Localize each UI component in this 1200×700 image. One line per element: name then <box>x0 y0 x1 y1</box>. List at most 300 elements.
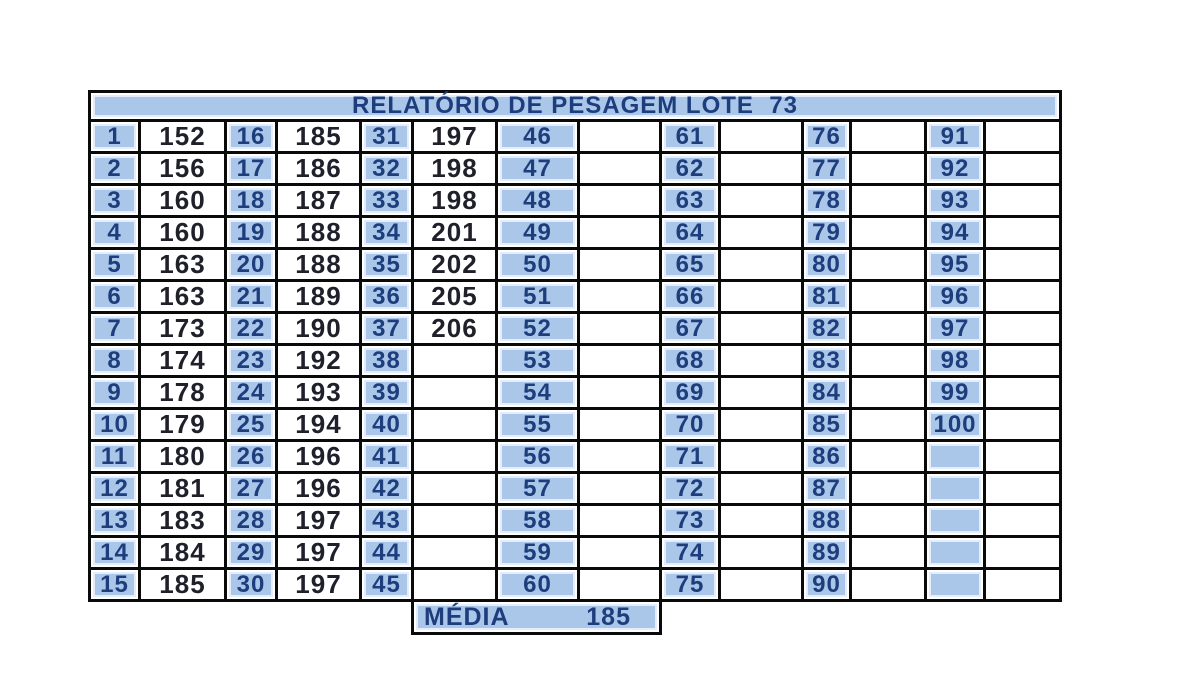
value-cell <box>579 569 661 601</box>
index-cell <box>90 377 140 409</box>
value-cell: 197 <box>277 537 361 569</box>
index-cell-number: 45 <box>364 572 409 597</box>
index-cell <box>803 505 851 537</box>
value-cell: 156 <box>140 153 226 185</box>
value-cell: 188 <box>277 217 361 249</box>
index-cell-number: 17 <box>229 156 273 181</box>
index-cell-number: 89 <box>806 540 847 565</box>
index-cell-number: 42 <box>364 476 409 501</box>
index-cell-number: 16 <box>229 124 273 149</box>
index-cell-number: 62 <box>664 156 716 181</box>
index-cell-number: 2 <box>93 156 136 181</box>
index-cell-number: 59 <box>500 540 575 565</box>
media-right-spacer <box>661 601 1061 634</box>
index-cell-number: 23 <box>229 348 273 373</box>
index-cell-number: 66 <box>664 284 716 309</box>
index-cell-number: 71 <box>664 444 716 469</box>
media-chip <box>416 604 657 630</box>
index-cell-number: 43 <box>364 508 409 533</box>
value-cell <box>985 121 1061 153</box>
index-cell <box>497 345 579 377</box>
index-cell <box>926 249 985 281</box>
value-cell: 160 <box>140 185 226 217</box>
value-cell: 192 <box>277 345 361 377</box>
index-cell <box>803 409 851 441</box>
index-cell <box>361 185 413 217</box>
index-cell <box>226 313 277 345</box>
value-cell <box>413 377 497 409</box>
index-cell-number: 82 <box>806 316 847 341</box>
table-row <box>90 473 1061 505</box>
value-cell <box>579 281 661 313</box>
index-cell <box>226 409 277 441</box>
value-cell <box>720 185 803 217</box>
index-cell-number: 36 <box>364 284 409 309</box>
index-cell-number: 14 <box>93 540 136 565</box>
media-row <box>90 601 1061 634</box>
value-cell <box>720 249 803 281</box>
index-cell-number: 3 <box>93 188 136 213</box>
value-cell <box>720 345 803 377</box>
value-cell <box>579 505 661 537</box>
value-cell <box>985 441 1061 473</box>
index-cell <box>803 217 851 249</box>
value-cell <box>851 505 926 537</box>
value-cell <box>413 569 497 601</box>
index-cell-number: 32 <box>364 156 409 181</box>
value-cell <box>413 345 497 377</box>
value-cell <box>720 569 803 601</box>
value-cell <box>413 409 497 441</box>
value-cell <box>851 249 926 281</box>
value-cell: 198 <box>413 185 497 217</box>
index-cell <box>361 345 413 377</box>
index-cell <box>803 121 851 153</box>
index-cell <box>661 473 720 505</box>
index-cell <box>803 377 851 409</box>
index-cell-number: 49 <box>500 220 575 245</box>
index-cell-number: 94 <box>929 220 981 245</box>
index-cell-number: 69 <box>664 380 716 405</box>
index-cell-number: 51 <box>500 284 575 309</box>
index-cell <box>226 377 277 409</box>
index-cell-number: 13 <box>93 508 136 533</box>
index-cell-number: 55 <box>500 412 575 437</box>
value-cell: 193 <box>277 377 361 409</box>
table-row <box>90 185 1061 217</box>
value-cell <box>579 153 661 185</box>
index-cell <box>661 185 720 217</box>
table-row <box>90 153 1061 185</box>
index-cell-number: 56 <box>500 444 575 469</box>
value-cell <box>720 217 803 249</box>
index-cell-number: 6 <box>93 284 136 309</box>
index-cell-number: 39 <box>364 380 409 405</box>
index-cell <box>361 441 413 473</box>
index-cell <box>90 281 140 313</box>
table-row <box>90 409 1061 441</box>
index-cell-number: 15 <box>93 572 136 597</box>
index-cell-number: 64 <box>664 220 716 245</box>
index-cell-number: 68 <box>664 348 716 373</box>
value-cell <box>985 345 1061 377</box>
index-cell-number: 63 <box>664 188 716 213</box>
index-cell <box>90 505 140 537</box>
index-cell <box>361 217 413 249</box>
value-cell <box>413 473 497 505</box>
index-cell <box>497 409 579 441</box>
index-cell <box>497 121 579 153</box>
value-cell <box>579 537 661 569</box>
index-cell <box>361 313 413 345</box>
index-cell <box>661 377 720 409</box>
index-cell-number: 97 <box>929 316 981 341</box>
title-row <box>90 92 1061 121</box>
index-cell <box>926 217 985 249</box>
index-cell <box>497 537 579 569</box>
index-cell-number: 24 <box>229 380 273 405</box>
table-row <box>90 281 1061 313</box>
index-cell-number: 81 <box>806 284 847 309</box>
index-cell <box>661 217 720 249</box>
value-cell: 189 <box>277 281 361 313</box>
index-cell-number <box>929 508 981 533</box>
value-cell <box>720 281 803 313</box>
index-cell <box>661 505 720 537</box>
index-cell <box>926 441 985 473</box>
table-row <box>90 569 1061 601</box>
value-cell <box>985 505 1061 537</box>
index-cell <box>661 313 720 345</box>
index-cell-number: 53 <box>500 348 575 373</box>
index-cell <box>497 249 579 281</box>
index-cell <box>926 345 985 377</box>
media-label: MÉDIA <box>424 602 510 631</box>
index-cell <box>226 153 277 185</box>
index-cell <box>226 185 277 217</box>
index-cell <box>497 473 579 505</box>
value-cell: 196 <box>277 441 361 473</box>
value-cell <box>579 313 661 345</box>
index-cell-number: 26 <box>229 444 273 469</box>
index-cell <box>803 185 851 217</box>
value-cell <box>413 537 497 569</box>
index-cell <box>90 441 140 473</box>
index-cell <box>803 153 851 185</box>
index-cell <box>803 441 851 473</box>
index-cell <box>226 505 277 537</box>
value-cell <box>720 409 803 441</box>
index-cell-number: 7 <box>93 316 136 341</box>
value-cell <box>720 441 803 473</box>
index-cell-number <box>929 572 981 597</box>
index-cell <box>926 473 985 505</box>
index-cell <box>803 281 851 313</box>
index-cell-number: 93 <box>929 188 981 213</box>
index-cell <box>226 217 277 249</box>
value-cell <box>851 473 926 505</box>
index-cell-number: 76 <box>806 124 847 149</box>
media-left-spacer <box>90 601 413 634</box>
index-cell <box>361 473 413 505</box>
index-cell-number: 22 <box>229 316 273 341</box>
table-row <box>90 345 1061 377</box>
index-cell-number: 91 <box>929 124 981 149</box>
index-cell <box>661 537 720 569</box>
value-cell <box>985 249 1061 281</box>
index-cell <box>661 281 720 313</box>
index-cell <box>361 249 413 281</box>
index-cell <box>926 185 985 217</box>
index-cell-number: 27 <box>229 476 273 501</box>
value-cell <box>579 409 661 441</box>
value-cell <box>985 537 1061 569</box>
index-cell <box>497 377 579 409</box>
index-cell-number: 47 <box>500 156 575 181</box>
weighing-report-table <box>88 90 1062 635</box>
index-cell <box>661 409 720 441</box>
index-cell <box>90 217 140 249</box>
index-cell-number: 31 <box>364 124 409 149</box>
index-cell-number: 88 <box>806 508 847 533</box>
value-cell: 178 <box>140 377 226 409</box>
index-cell <box>361 121 413 153</box>
value-cell: 190 <box>277 313 361 345</box>
index-cell <box>661 441 720 473</box>
index-cell-number: 98 <box>929 348 981 373</box>
value-cell: 194 <box>277 409 361 441</box>
value-cell <box>851 281 926 313</box>
index-cell <box>226 345 277 377</box>
index-cell-number: 41 <box>364 444 409 469</box>
table-row <box>90 377 1061 409</box>
index-cell <box>803 345 851 377</box>
index-cell <box>497 153 579 185</box>
index-cell <box>226 569 277 601</box>
report-title <box>90 92 1061 121</box>
index-cell-number: 4 <box>93 220 136 245</box>
value-cell <box>579 217 661 249</box>
table-row <box>90 249 1061 281</box>
index-cell <box>226 441 277 473</box>
index-cell-number: 38 <box>364 348 409 373</box>
index-cell <box>361 569 413 601</box>
index-cell <box>90 345 140 377</box>
index-cell <box>361 377 413 409</box>
index-cell-number: 19 <box>229 220 273 245</box>
index-cell-number: 9 <box>93 380 136 405</box>
index-cell-number: 35 <box>364 252 409 277</box>
index-cell <box>661 121 720 153</box>
value-cell <box>720 377 803 409</box>
value-cell: 160 <box>140 217 226 249</box>
index-cell <box>803 473 851 505</box>
index-cell-number: 28 <box>229 508 273 533</box>
index-cell-number <box>929 476 981 501</box>
value-cell <box>579 249 661 281</box>
value-cell: 173 <box>140 313 226 345</box>
index-cell <box>497 569 579 601</box>
index-cell-number: 18 <box>229 188 273 213</box>
value-cell <box>985 377 1061 409</box>
index-cell <box>803 313 851 345</box>
index-cell <box>661 249 720 281</box>
index-cell-number: 87 <box>806 476 847 501</box>
index-cell <box>661 345 720 377</box>
index-cell <box>90 121 140 153</box>
index-cell-number: 44 <box>364 540 409 565</box>
table-row <box>90 217 1061 249</box>
index-cell-number: 52 <box>500 316 575 341</box>
value-cell <box>851 441 926 473</box>
index-cell-number: 30 <box>229 572 273 597</box>
index-cell <box>926 569 985 601</box>
index-cell <box>803 249 851 281</box>
index-cell-number: 73 <box>664 508 716 533</box>
index-cell-number: 79 <box>806 220 847 245</box>
index-cell-number: 57 <box>500 476 575 501</box>
media-value: 185 <box>586 602 631 631</box>
value-cell <box>720 121 803 153</box>
value-cell <box>851 313 926 345</box>
value-cell <box>851 185 926 217</box>
index-cell-number: 48 <box>500 188 575 213</box>
index-cell-number: 11 <box>93 444 136 469</box>
index-cell <box>803 569 851 601</box>
index-cell-number: 8 <box>93 348 136 373</box>
index-cell-number: 96 <box>929 284 981 309</box>
value-cell <box>720 313 803 345</box>
index-cell-number: 61 <box>664 124 716 149</box>
value-cell <box>851 217 926 249</box>
value-cell <box>579 441 661 473</box>
index-cell <box>90 473 140 505</box>
index-cell <box>226 473 277 505</box>
index-cell <box>661 569 720 601</box>
index-cell-number: 46 <box>500 124 575 149</box>
value-cell <box>720 505 803 537</box>
index-cell <box>361 153 413 185</box>
index-cell-number: 99 <box>929 380 981 405</box>
index-cell-number: 74 <box>664 540 716 565</box>
value-cell: 152 <box>140 121 226 153</box>
index-cell <box>90 249 140 281</box>
index-cell-number: 1 <box>93 124 136 149</box>
value-cell <box>851 153 926 185</box>
index-cell <box>926 505 985 537</box>
index-cell <box>226 537 277 569</box>
value-cell: 179 <box>140 409 226 441</box>
index-cell <box>926 409 985 441</box>
index-cell <box>226 121 277 153</box>
value-cell <box>985 473 1061 505</box>
value-cell <box>579 377 661 409</box>
index-cell <box>497 281 579 313</box>
value-cell <box>851 409 926 441</box>
value-cell: 185 <box>277 121 361 153</box>
media-cell <box>413 601 661 634</box>
index-cell-number: 10 <box>93 412 136 437</box>
index-cell <box>90 569 140 601</box>
index-cell-number: 70 <box>664 412 716 437</box>
value-cell <box>720 537 803 569</box>
value-cell: 163 <box>140 281 226 313</box>
value-cell <box>985 185 1061 217</box>
index-cell-number: 60 <box>500 572 575 597</box>
index-cell <box>90 185 140 217</box>
index-cell-number: 72 <box>664 476 716 501</box>
value-cell <box>720 153 803 185</box>
value-cell: 183 <box>140 505 226 537</box>
value-cell <box>985 313 1061 345</box>
index-cell-number: 77 <box>806 156 847 181</box>
index-cell <box>497 441 579 473</box>
index-cell <box>926 313 985 345</box>
index-cell-number: 58 <box>500 508 575 533</box>
value-cell <box>851 377 926 409</box>
value-cell <box>413 441 497 473</box>
index-cell-number: 25 <box>229 412 273 437</box>
value-cell <box>985 153 1061 185</box>
index-cell-number: 40 <box>364 412 409 437</box>
index-cell <box>90 409 140 441</box>
index-cell-number: 83 <box>806 348 847 373</box>
value-cell <box>413 505 497 537</box>
index-cell-number: 92 <box>929 156 981 181</box>
index-cell <box>361 537 413 569</box>
index-cell <box>926 537 985 569</box>
value-cell <box>851 569 926 601</box>
index-cell <box>361 281 413 313</box>
index-cell-number: 12 <box>93 476 136 501</box>
index-cell-number: 67 <box>664 316 716 341</box>
index-cell-number: 37 <box>364 316 409 341</box>
value-cell: 184 <box>140 537 226 569</box>
index-cell <box>926 153 985 185</box>
index-cell <box>226 249 277 281</box>
index-cell <box>361 505 413 537</box>
index-cell-number: 34 <box>364 220 409 245</box>
table-row <box>90 313 1061 345</box>
value-cell <box>851 121 926 153</box>
table-row <box>90 441 1061 473</box>
value-cell <box>985 569 1061 601</box>
value-cell <box>985 281 1061 313</box>
index-cell-number: 65 <box>664 252 716 277</box>
index-cell <box>661 153 720 185</box>
index-cell-number: 85 <box>806 412 847 437</box>
value-cell: 197 <box>413 121 497 153</box>
value-cell: 202 <box>413 249 497 281</box>
index-cell <box>90 313 140 345</box>
value-cell <box>851 345 926 377</box>
index-cell-number <box>929 444 981 469</box>
value-cell <box>985 217 1061 249</box>
value-cell <box>579 121 661 153</box>
value-cell: 198 <box>413 153 497 185</box>
table-row <box>90 121 1061 153</box>
index-cell <box>926 281 985 313</box>
index-cell <box>497 217 579 249</box>
index-cell <box>90 537 140 569</box>
index-cell <box>497 313 579 345</box>
index-cell <box>226 281 277 313</box>
index-cell <box>90 153 140 185</box>
value-cell: 186 <box>277 153 361 185</box>
index-cell-number: 50 <box>500 252 575 277</box>
index-cell <box>497 185 579 217</box>
index-cell-number: 75 <box>664 572 716 597</box>
